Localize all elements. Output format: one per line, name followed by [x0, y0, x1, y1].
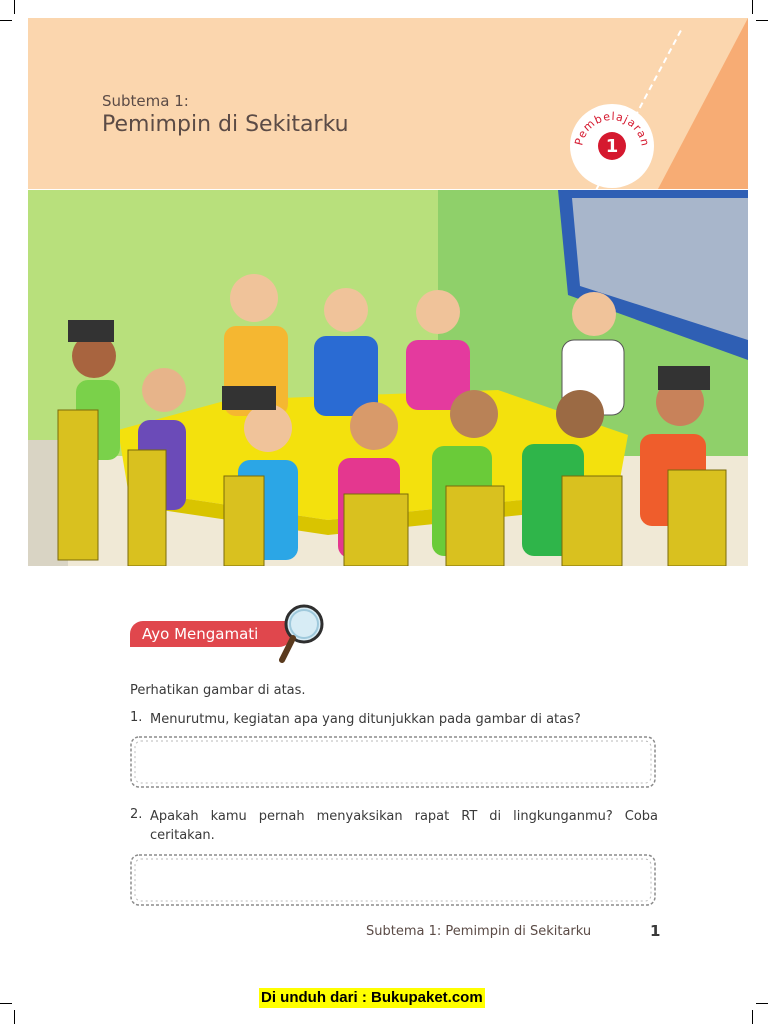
page-number: 1 [650, 922, 661, 940]
answer-box-1[interactable] [128, 734, 658, 790]
crop-mark [14, 1010, 15, 1024]
question-number: 2. [130, 807, 143, 822]
crop-mark [752, 1010, 753, 1024]
instruction-text: Perhatikan gambar di atas. [130, 683, 306, 698]
crop-mark [756, 1003, 768, 1004]
crop-mark [14, 0, 15, 14]
question-text: Menurutmu, kegiatan apa yang ditunjukkan pada gambar di atas? [150, 712, 581, 727]
footer-title: Pemimpin di Sekitarku [445, 924, 592, 939]
lesson-badge [570, 104, 654, 188]
page-footer [366, 924, 591, 939]
question-number: 1. [130, 710, 143, 725]
badge-text: Pembelajaran [572, 109, 652, 148]
answer-box-2[interactable] [128, 852, 658, 908]
section-label: Ayo Mengamati [130, 621, 292, 647]
download-note: Di unduh dari : Bukupaket.com [261, 989, 483, 1006]
question-text: Apakah kamu pernah menyaksikan rapat RT di lingkunganmu? Coba ceritakan. [150, 809, 658, 843]
crop-mark [0, 1003, 12, 1004]
crop-mark [0, 20, 12, 21]
meeting-illustration [28, 190, 748, 566]
badge-number: 1 [598, 132, 626, 160]
page-title: Pemimpin di Sekitarku [102, 112, 349, 137]
magnifier-icon [276, 602, 326, 670]
subtheme-label: Subtema 1: [102, 92, 189, 110]
crop-mark [752, 0, 753, 14]
footer-subtheme: Subtema 1: [366, 924, 442, 939]
crop-mark [756, 20, 768, 21]
